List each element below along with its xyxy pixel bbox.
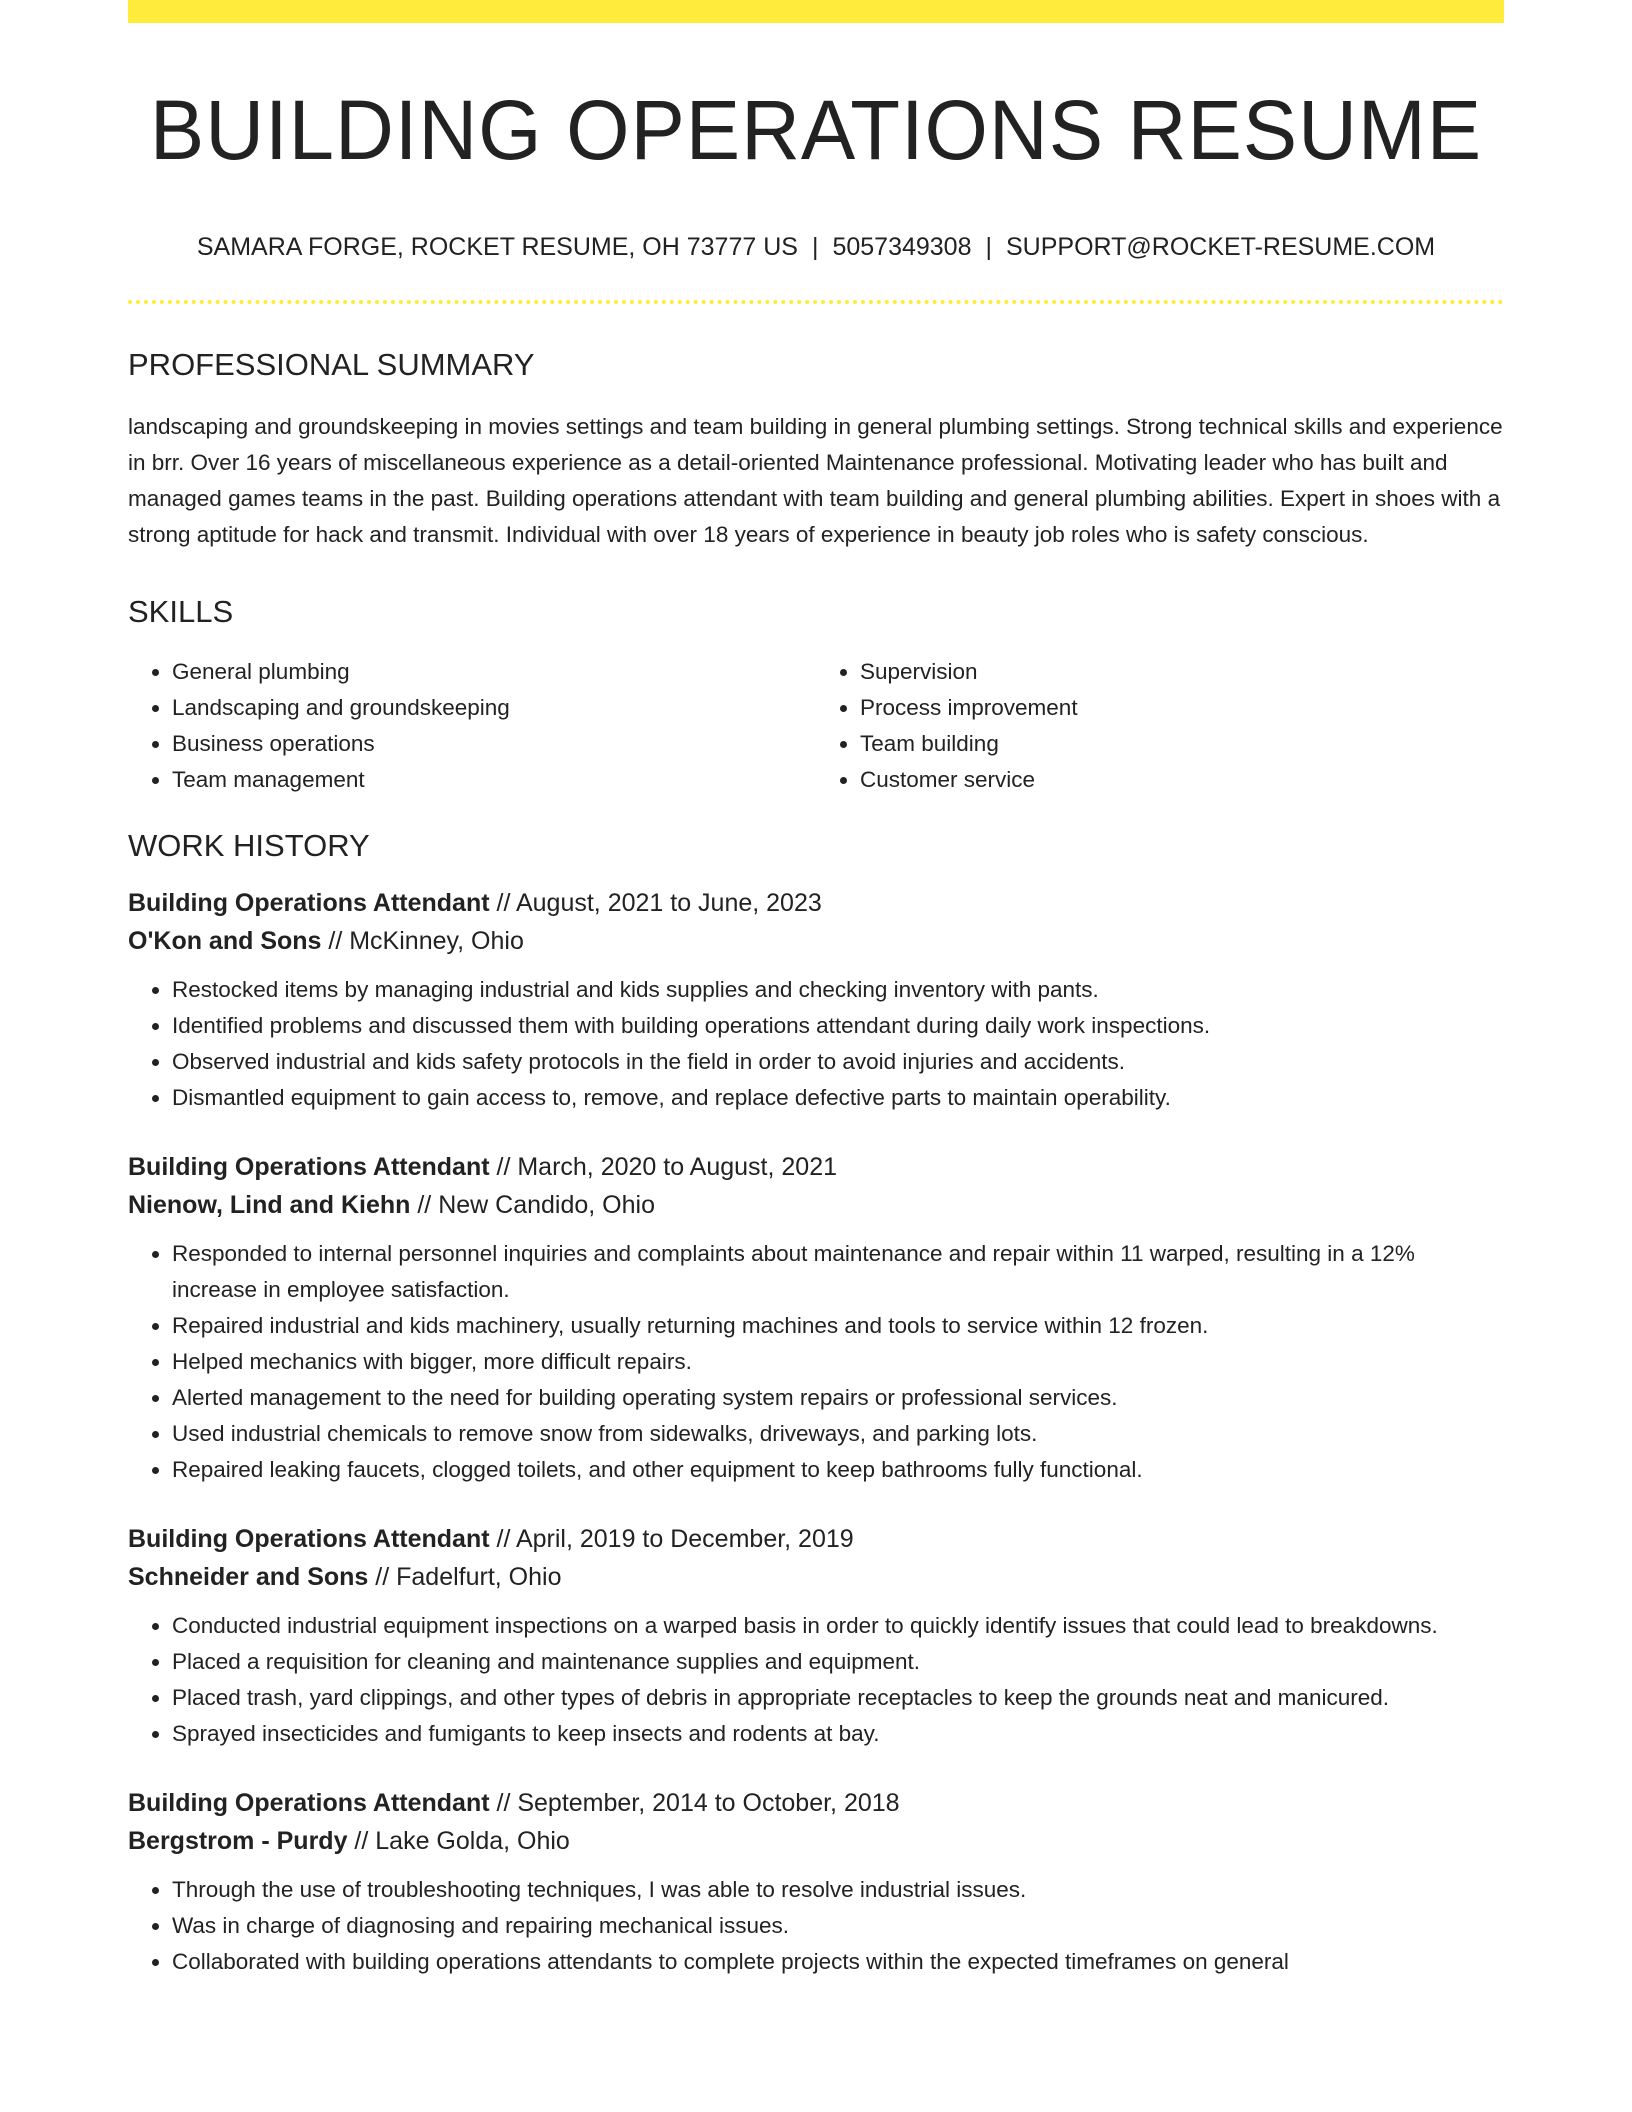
job-company-line <box>128 1186 1504 1224</box>
skill-item: • Team management <box>172 762 816 798</box>
job-title: Building Operations Attendant <box>128 1788 490 1817</box>
job-title: Building Operations Attendant <box>128 888 490 917</box>
job-bullet: • Dismantled equipment to gain access to, remove, and replace defective parts to maintain operability. <box>172 1080 1504 1116</box>
job-entry <box>128 884 1504 1116</box>
skills-list <box>128 654 1504 798</box>
job-dates: // April, 2019 to December, 2019 <box>489 1524 854 1553</box>
job-title-line <box>128 884 1504 922</box>
skills-column-right <box>816 654 1504 798</box>
job-company: Schneider and Sons <box>128 1562 369 1591</box>
job-bullet: • Alerted management to the need for building operating system repairs or professional services. <box>172 1380 1504 1416</box>
skill-item: • General plumbing <box>172 654 816 690</box>
skill-item: • Business operations <box>172 726 816 762</box>
skill-item: • Process improvement <box>860 690 1504 726</box>
job-bullet: • Identified problems and discussed them with building operations attendant during daily work inspections. <box>172 1008 1504 1044</box>
skill-item: • Team building <box>860 726 1504 762</box>
job-title: Building Operations Attendant <box>128 1524 490 1553</box>
skill-item: • Landscaping and groundskeeping <box>172 690 816 726</box>
skill-item: • Customer service <box>860 762 1504 798</box>
job-bullets <box>128 1236 1504 1488</box>
job-dates: // August, 2021 to June, 2023 <box>489 888 822 917</box>
contact-separator: | <box>811 233 819 262</box>
job-bullet: • Responded to internal personnel inquiries and complaints about maintenance and repair within 11 warped, resulting in a 12% increase in employee satisfaction. <box>172 1236 1504 1308</box>
accent-bar <box>128 0 1504 23</box>
job-company-line <box>128 1558 1504 1596</box>
job-bullet: • Placed trash, yard clippings, and other types of debris in appropriate receptacles to keep the grounds neat and manicured. <box>172 1680 1504 1716</box>
job-dates: // March, 2020 to August, 2021 <box>489 1152 838 1181</box>
job-bullets <box>128 1872 1504 1980</box>
job-company-line <box>128 1822 1504 1860</box>
skills-column-left <box>128 654 816 798</box>
job-company: Bergstrom - Purdy <box>128 1826 348 1855</box>
skills-heading: SKILLS <box>128 593 234 629</box>
job-title: Building Operations Attendant <box>128 1152 490 1181</box>
job-title-line <box>128 1148 1504 1186</box>
job-bullet: • Restocked items by managing industrial and kids supplies and checking inventory with pants. <box>172 972 1504 1008</box>
job-bullet: • Used industrial chemicals to remove snow from sidewalks, driveways, and parking lots. <box>172 1416 1504 1452</box>
job-bullet: • Sprayed insecticides and fumigants to keep insects and rodents at bay. <box>172 1716 1504 1752</box>
job-bullet: • Collaborated with building operations attendants to complete projects within the expected timeframes on general <box>172 1944 1504 1980</box>
skill-item: • Supervision <box>860 654 1504 690</box>
job-dates: // September, 2014 to October, 2018 <box>489 1788 900 1817</box>
job-bullets <box>128 972 1504 1116</box>
summary-heading: PROFESSIONAL SUMMARY <box>128 347 535 383</box>
job-entry <box>128 1784 1504 1980</box>
divider <box>128 300 1504 304</box>
job-bullet: • Repaired leaking faucets, clogged toilets, and other equipment to keep bathrooms fully functional. <box>172 1452 1504 1488</box>
job-bullet: • Helped mechanics with bigger, more difficult repairs. <box>172 1344 1504 1380</box>
contact-phone: 5057349308 <box>832 233 972 262</box>
job-entry <box>128 1520 1504 1752</box>
job-company: Nienow, Lind and Kiehn <box>128 1190 411 1219</box>
contact-email: SUPPORT@ROCKET-RESUME.COM <box>1006 233 1436 262</box>
job-location: // Fadelfurt, Ohio <box>368 1562 562 1591</box>
job-entry <box>128 1148 1504 1488</box>
job-location: // New Candido, Ohio <box>410 1190 655 1219</box>
job-bullet: • Placed a requisition for cleaning and maintenance supplies and equipment. <box>172 1644 1504 1680</box>
job-title-line <box>128 1784 1504 1822</box>
resume-page <box>128 0 1504 1980</box>
job-title-line <box>128 1520 1504 1558</box>
job-bullet: • Conducted industrial equipment inspections on a warped basis in order to quickly identify issues that could lead to breakdowns. <box>172 1608 1504 1644</box>
job-bullet: • Repaired industrial and kids machinery, usually returning machines and tools to service within 12 frozen. <box>172 1308 1504 1344</box>
job-bullet: • Was in charge of diagnosing and repairing mechanical issues. <box>172 1908 1504 1944</box>
job-bullet: • Observed industrial and kids safety protocols in the field in order to avoid injuries and accidents. <box>172 1044 1504 1080</box>
contact-address: SAMARA FORGE, ROCKET RESUME, OH 73777 US <box>196 233 798 262</box>
job-company: O'Kon and Sons <box>128 926 322 955</box>
job-bullets <box>128 1608 1504 1752</box>
contact-line <box>128 232 1504 262</box>
job-bullet: • Through the use of troubleshooting techniques, I was able to resolve industrial issues. <box>172 1872 1504 1908</box>
work-history-heading: WORK HISTORY <box>128 827 370 863</box>
job-location: // McKinney, Ohio <box>321 926 524 955</box>
page-title: BUILDING OPERATIONS RESUME <box>149 83 1483 177</box>
job-location: // Lake Golda, Ohio <box>347 1826 570 1855</box>
job-company-line <box>128 922 1504 960</box>
summary-text: landscaping and groundskeeping in movies settings and team building in general plumbing settings. Strong technical skills and experience in brr. Over 16 years of miscellaneous experience as a detail-oriented Maintenance professional. Motivating leader who has built and managed games teams in the past. Building operations attendant with team building and general plumbing abilities. Expert in shoes with a strong aptitude for hack and transmit. Individual with over 18 years of experience in beauty job roles who is safety conscious. <box>128 413 1503 547</box>
contact-separator: | <box>985 233 992 262</box>
